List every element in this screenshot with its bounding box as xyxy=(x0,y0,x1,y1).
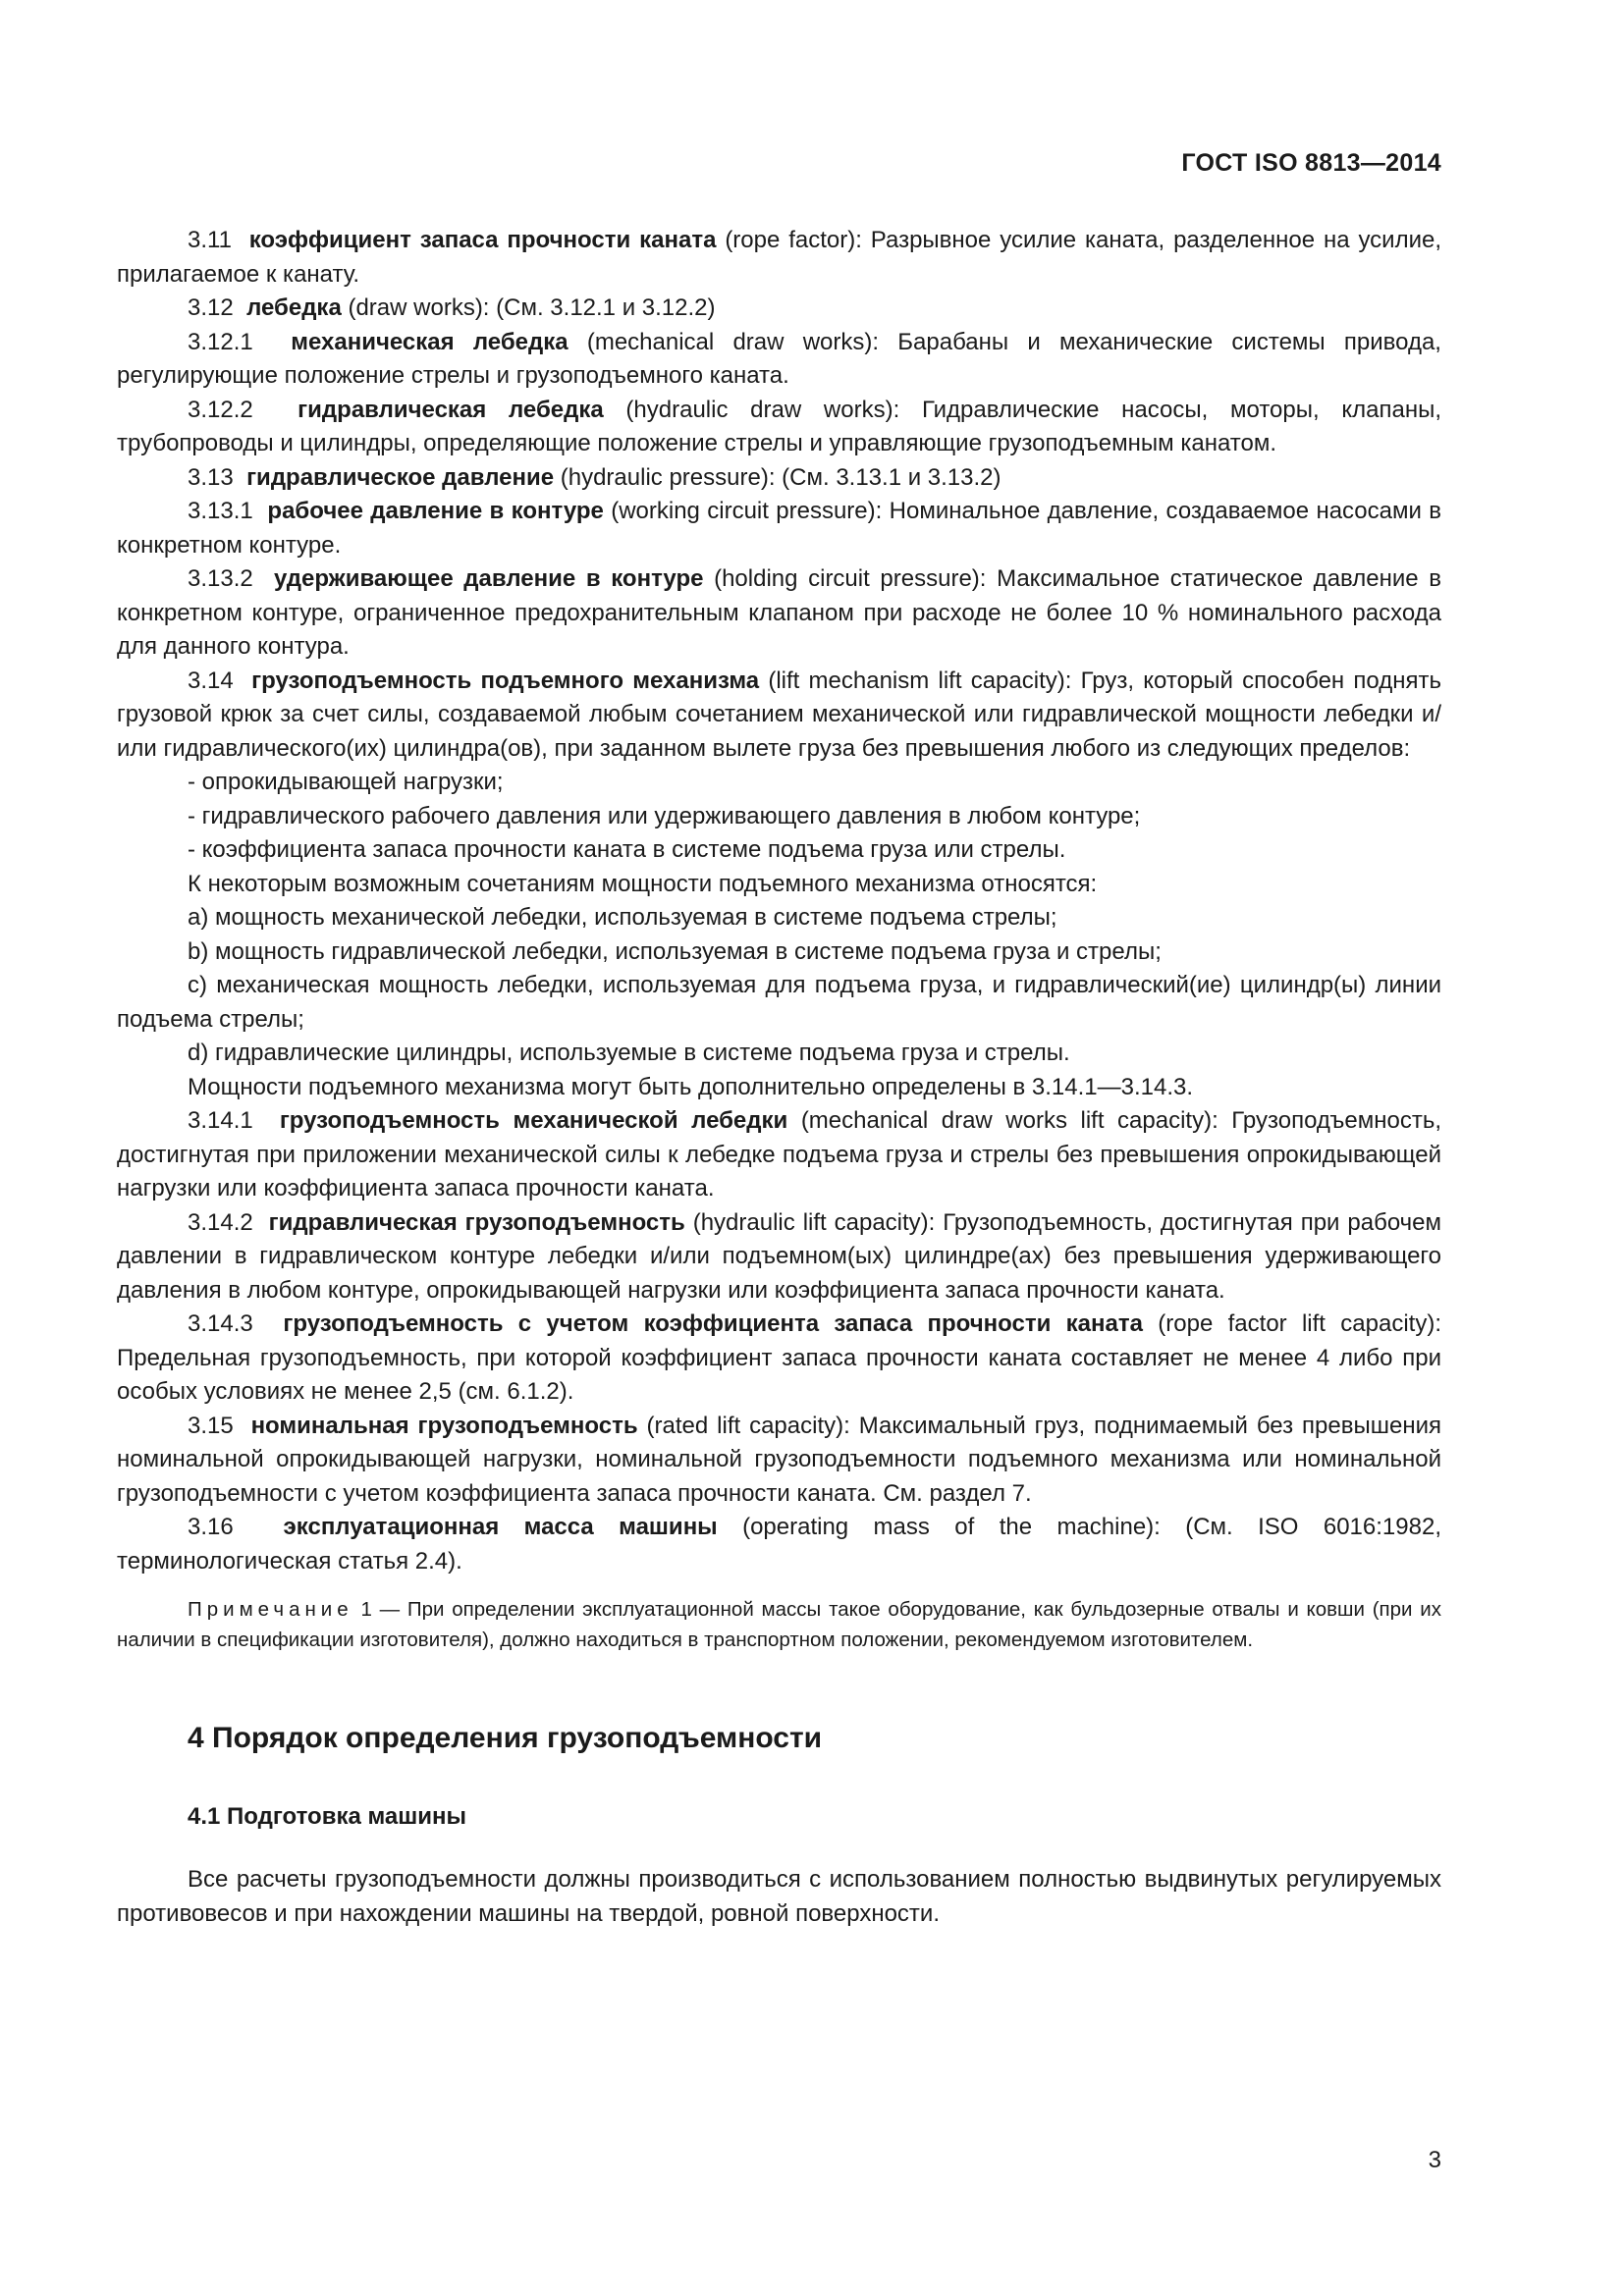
term-definition: (draw works): (См. 3.12.1 и 3.12.2) xyxy=(341,294,716,321)
subsection-title: 4.1 Подготовка машины xyxy=(188,1803,467,1830)
note xyxy=(117,1594,1441,1655)
limit-item: - гидравлического рабочего давления или удерживающего давления в любом контуре; xyxy=(188,802,1141,829)
combinations-intro: К некоторым возможным сочетаниям мощности подъемного механизма относятся: xyxy=(188,870,1098,897)
term-definition: (hydraulic lift capacity): Грузоподъемность, достигнутая при рабочем давлении в гидравлическом контуре лебедки и/или подъемном(ых) цилиндре(ах) без превышения удерживающего давления в любом контуре, опрокидывающей нагрузки или коэффициента запаса прочности каната. xyxy=(117,1208,1442,1304)
term-definition: (operating mass of the machine): (См. ISO 6016:1982, терминологическая статья 2.4). xyxy=(117,1514,1441,1575)
section-title: 4 Порядок определения грузоподъемности xyxy=(188,1722,823,1754)
term-definition: (hydraulic draw works): Гидравлические насосы, моторы, клапаны, трубопроводы и цилиндры, определяющие положение стрелы и управляющие грузоподъемным канатом. xyxy=(117,396,1442,456)
term-3-13 xyxy=(117,461,1441,496)
document-header: ГОСТ ISO 8813—2014 xyxy=(1181,149,1441,177)
limit-item: - опрокидывающей нагрузки; xyxy=(188,769,504,795)
limit-item: - коэффициента запаса прочности каната в системе подъема груза или стрелы. xyxy=(188,836,1066,863)
term-3-11 xyxy=(117,224,1441,292)
term-3-12 xyxy=(117,292,1441,326)
note-text: 1 — При определении эксплуатационной массы такое оборудование, как бульдозерные отвалы и ковши (при их наличии в спецификации изготовителя), должно находиться в транспортном положении, рекомендуемом изготовителем. xyxy=(117,1598,1441,1651)
term-title: номинальная грузоподъемность xyxy=(250,1412,638,1439)
combination-item: c) механическая мощность лебедки, используемая для подъема груза, и гидравлический(ие) цилиндр(ы) линии подъема стрелы; xyxy=(117,972,1441,1033)
term-number: 3.14.2 xyxy=(188,1208,253,1236)
term-definition: (rated lift capacity): Максимальный груз, поднимаемый без превышения номинальной опрокидывающей нагрузки, номинальной грузоподъемности подъемного механизма или номинальной грузоподъемности с учетом коэффициента запаса прочности каната. См. раздел 7. xyxy=(117,1412,1441,1507)
term-title: гидравлическая грузоподъемность xyxy=(268,1208,685,1236)
term-number: 3.11 xyxy=(188,227,232,253)
term-3-12-2 xyxy=(117,394,1441,461)
term-definition: (hydraulic pressure): (См. 3.13.1 и 3.13.2) xyxy=(554,463,1001,491)
term-3-13-2 xyxy=(117,562,1441,665)
term-number: 3.14.3 xyxy=(188,1310,253,1337)
term-number: 3.12.1 xyxy=(188,328,253,355)
combination-item: b) мощность гидравлической лебедки, используемая в системе подъема груза и стрелы; xyxy=(188,937,1162,965)
term-title: коэффициент запаса прочности каната xyxy=(248,227,717,253)
note-label: Примечание xyxy=(188,1598,353,1621)
term-3-14 xyxy=(117,665,1441,767)
page-number: 3 xyxy=(1428,2147,1441,2173)
combinations-outro: Мощности подъемного механизма могут быть дополнительно определены в 3.14.1—3.14.3. xyxy=(188,1073,1194,1100)
term-title: грузоподъемность с учетом коэффициента запаса прочности каната xyxy=(283,1310,1143,1337)
term-number: 3.12.2 xyxy=(188,396,253,423)
term-number: 3.14 xyxy=(188,667,234,694)
term-title: гидравлическое давление xyxy=(246,463,555,491)
section-paragraph: Все расчеты грузоподъемности должны производиться с использованием полностью выдвинутых регулируемых противовесов и при нахождении машины на твердой, ровной поверхности. xyxy=(117,1866,1441,1927)
term-title: механическая лебедка xyxy=(291,328,568,355)
term-number: 3.12 xyxy=(188,294,234,321)
term-number: 3.13.2 xyxy=(188,565,253,592)
term-definition: (rope factor lift capacity): Предельная грузоподъемность, при которой коэффициент запаса прочности каната составляет не менее 4 либо при особых условиях не менее 2,5 (см. 6.1.2). xyxy=(117,1310,1441,1405)
term-title: рабочее давление в контуре xyxy=(267,498,604,524)
term-title: грузоподъемность механической лебедки xyxy=(279,1107,788,1134)
term-title: лебедка xyxy=(246,294,342,321)
term-definition: (mechanical draw works): Барабаны и механические системы привода, регулирующие положение стрелы и грузоподъемного каната. xyxy=(117,328,1441,389)
term-3-14-2 xyxy=(117,1206,1441,1308)
term-definition: (lift mechanism lift capacity): Груз, который способен поднять грузовой крюк за счет силы, создаваемой любым сочетанием механической или гидравлической мощности лебедки и/или гидравлического(их) цилиндра(ов), при заданном вылете груза без превышения любого из следующих пределов: xyxy=(117,667,1441,762)
term-definition: (mechanical draw works lift capacity): Грузоподъемность, достигнутая при приложении механической силы к лебедке подъема груза и стрелы без превышения опрокидывающей нагрузки или коэффициента запаса прочности каната. xyxy=(117,1107,1441,1201)
page-body xyxy=(117,224,1441,1931)
term-title: удерживающее давление в контуре xyxy=(274,565,704,592)
term-title: грузоподъемность подъемного механизма xyxy=(251,667,760,694)
term-number: 3.14.1 xyxy=(188,1107,253,1134)
term-number: 3.13 xyxy=(188,463,234,491)
term-number: 3.13.1 xyxy=(188,498,253,524)
term-3-13-1 xyxy=(117,495,1441,562)
term-3-12-1 xyxy=(117,326,1441,394)
term-3-14-3 xyxy=(117,1308,1441,1410)
term-3-15 xyxy=(117,1410,1441,1512)
term-title: эксплуатационная масса машины xyxy=(283,1514,718,1540)
term-title: гидравлическая лебедка xyxy=(298,396,604,423)
term-definition: (holding circuit pressure): Максимальное статическое давление в конкретном контуре, ограниченное предохранительным клапаном при расходе не более 10 % номинального расхода для данного контура. xyxy=(117,565,1441,660)
term-number: 3.16 xyxy=(188,1514,234,1540)
term-definition: (rope factor): Разрывное усилие каната, разделенное на усилие, прилагаемое к канату. xyxy=(117,227,1442,288)
term-3-14-1 xyxy=(117,1104,1441,1206)
combination-item: a) мощность механической лебедки, используемая в системе подъема стрелы; xyxy=(188,904,1057,931)
term-definition: (working circuit pressure): Номинальное давление, создаваемое насосами в конкретном контуре. xyxy=(117,498,1442,559)
term-3-16 xyxy=(117,1511,1441,1578)
combination-item: d) гидравлические цилиндры, используемые в системе подъема груза и стрелы. xyxy=(188,1040,1070,1066)
term-number: 3.15 xyxy=(188,1412,234,1439)
